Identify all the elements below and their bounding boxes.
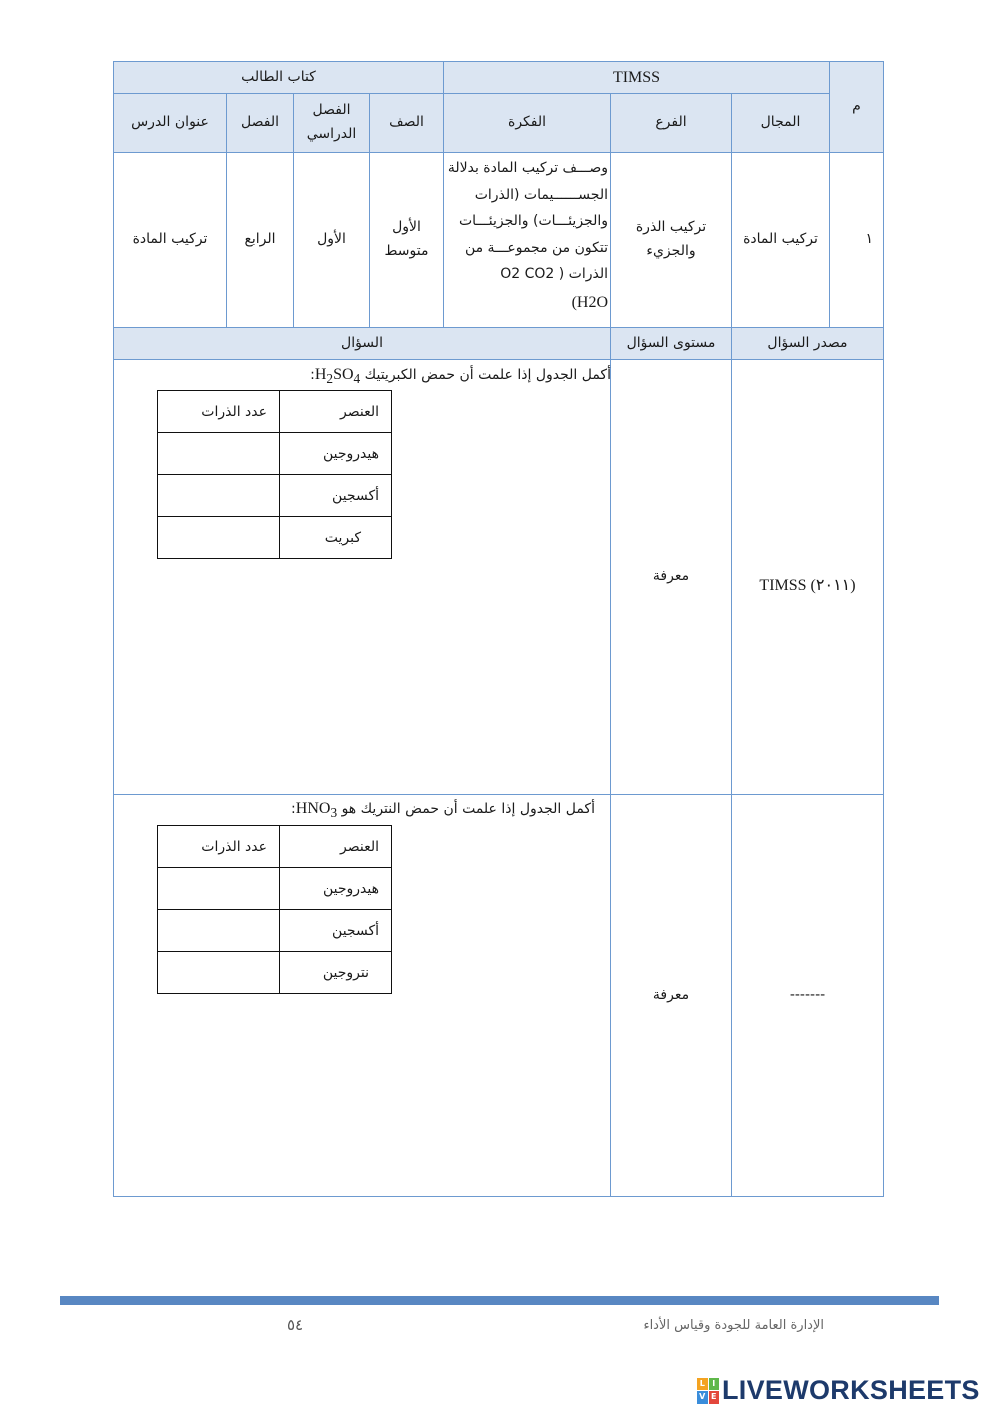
atom-count-input[interactable]: [158, 517, 280, 559]
question-prompt: أكمل الجدول إذا علمت أن حمض النتريك هو: [341, 801, 595, 817]
idea-cell: [443, 152, 611, 328]
idea-line: الجســــــيمات (الذرات: [474, 186, 608, 203]
count-column-header: عدد الذرات: [158, 391, 280, 433]
logo-tile: L: [697, 1378, 708, 1391]
footer-organization: الإدارة العامة للجودة وقياس الأداء: [643, 1318, 824, 1333]
question-text: [310, 366, 611, 387]
element-column-header: العنصر: [280, 826, 392, 868]
atoms-table: [157, 390, 392, 559]
table-row: [158, 952, 392, 994]
question-header: [113, 327, 611, 360]
question-label: السؤال: [341, 334, 383, 351]
lesson-title-value: تركيب المادة: [132, 231, 208, 248]
count-column-header: عدد الذرات: [158, 826, 280, 868]
grade-label: الصف: [389, 114, 424, 131]
branch-header: [610, 93, 732, 153]
source-cell: [731, 359, 884, 795]
element-name: أكسجين: [280, 475, 392, 517]
number-cell: [829, 152, 884, 328]
atom-count-input[interactable]: [158, 952, 280, 994]
table-row: [158, 868, 392, 910]
element-name: هيدروجين: [280, 433, 392, 475]
idea-line: الذرات ( O2 CO2: [500, 266, 608, 283]
liveworksheets-icon: [697, 1378, 719, 1404]
idea-line: H2O): [571, 293, 608, 311]
field-cell: [731, 152, 830, 328]
semester-header: [293, 93, 370, 153]
level-label: مستوى السؤال: [626, 334, 716, 351]
chapter-label: الفصل: [241, 114, 279, 131]
chapter-cell: [226, 152, 294, 328]
table-header-row: [158, 826, 392, 868]
atom-count-input[interactable]: [158, 433, 280, 475]
liveworksheets-logo[interactable]: [697, 1375, 980, 1406]
grade-cell: [369, 152, 444, 328]
punctuation: :: [291, 801, 296, 817]
student-book-header: [113, 61, 444, 94]
timss-header: [443, 61, 830, 94]
source-value: TIMSS (٢٠١١): [759, 577, 856, 595]
level-header: [610, 327, 732, 360]
chemical-formula: $HNO_3$: [295, 800, 338, 821]
branch-cell: [610, 152, 732, 328]
semester-value: الأول: [317, 231, 346, 248]
source-cell: [731, 794, 884, 1197]
level-cell: [610, 794, 732, 1197]
source-header: [731, 327, 884, 360]
page-number: ٥٤: [286, 1316, 304, 1334]
idea-label: الفكرة: [507, 114, 547, 131]
semester-cell: [293, 152, 370, 328]
chapter-header: [226, 93, 294, 153]
atom-count-input[interactable]: [158, 475, 280, 517]
element-name: كبريت: [280, 517, 392, 559]
number-value: ١: [865, 231, 873, 248]
logo-tile: I: [709, 1378, 720, 1391]
element-column-header: العنصر: [280, 391, 392, 433]
element-name: هيدروجين: [280, 868, 392, 910]
idea-header: [443, 93, 611, 153]
logo-tile: V: [697, 1391, 708, 1404]
level-value: معرفة: [652, 986, 690, 1003]
source-value: -------: [789, 986, 826, 1003]
branch-label: الفرع: [655, 114, 687, 131]
idea-line: وصـــف تركيب المادة بدلالة: [447, 160, 608, 176]
table-row: [158, 517, 392, 559]
lesson-title-label: عنوان الدرس: [131, 114, 209, 131]
idea-text: [448, 155, 608, 318]
semester-label: الفصل الدراسي: [306, 102, 357, 142]
element-name: نتروجين: [280, 952, 392, 994]
logo-tile: E: [709, 1391, 720, 1404]
liveworksheets-wordmark: LIVEWORKSHEETS: [722, 1375, 980, 1405]
chapter-value: الرابع: [244, 231, 276, 248]
idea-line: تتكون من مجموعـــة من: [464, 239, 608, 256]
table-header-row: [158, 391, 392, 433]
table-row: [158, 475, 392, 517]
question-text: [291, 800, 595, 821]
lesson-title-cell: [113, 152, 227, 328]
lesson-title-header: [113, 93, 227, 153]
level-cell: [610, 359, 732, 795]
grade-header: [369, 93, 444, 153]
number-header: [829, 61, 884, 153]
atom-count-input[interactable]: [158, 868, 280, 910]
field-label: المجال: [760, 114, 801, 131]
table-row: [158, 910, 392, 952]
student-book-label: كتاب الطالب: [241, 68, 316, 85]
question-prompt: أكمل الجدول إذا علمت أن حمض الكبريتيك: [364, 367, 611, 383]
field-header: [731, 93, 830, 153]
table-row: [158, 433, 392, 475]
source-label: مصدر السؤال: [767, 334, 848, 351]
grade-value: الأول متوسط: [384, 219, 429, 259]
element-name: أكسجين: [280, 910, 392, 952]
branch-value: تركيب الذرة والجزيء: [635, 219, 707, 259]
number-label: م: [852, 98, 861, 115]
timss-label: TIMSS: [612, 68, 661, 86]
footer-divider: [60, 1296, 939, 1305]
field-value: تركيب المادة: [743, 231, 818, 248]
atoms-table: [157, 825, 392, 994]
idea-line: والجزيئـــات) والجزيئـــات: [458, 213, 608, 230]
atom-count-input[interactable]: [158, 910, 280, 952]
punctuation: :: [310, 367, 315, 383]
chemical-formula: $H_2SO_4$: [314, 366, 361, 387]
level-value: معرفة: [652, 568, 690, 585]
